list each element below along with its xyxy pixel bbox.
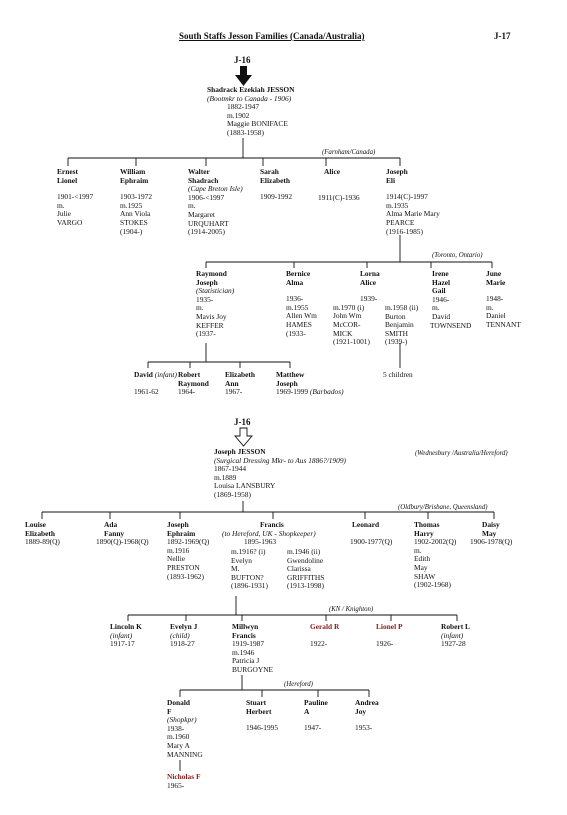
child-joseph: Joseph Eli 1914(C)-1997 m.1935 Alma Marie Mary PEARCE (1916-1985) <box>386 167 440 236</box>
location-note: (Farnham/Canada) <box>322 149 376 156</box>
grandchild-robert: Robert L (infant) 1927-28 <box>441 622 470 649</box>
child-walter: Walter Shadrach (Cape Breton Isle) 1906-<1997 m. Margaret URQUHART (1914-2005) <box>188 167 243 237</box>
great-grandchild-pauline: Pauline A 1947- <box>304 698 328 733</box>
great-grandchild-stuart: Stuart Herbert 1946-1995 <box>246 698 279 733</box>
child-joseph-ephraim: Joseph Ephraim 1892-1969(Q) m.1916 Nellie PRESTON (1893-1962) <box>167 520 210 581</box>
child-sarah: Sarah Elizabeth 1909-1992 <box>260 167 293 202</box>
child-daisy: Daisy May 1906-1978(Q) <box>470 520 513 547</box>
child-thomas: Thomas Harry 1902-2002(Q) m. Edith May SHAW (1902-1968) <box>414 520 457 590</box>
location-note-hereford: (Hereford) <box>284 681 313 688</box>
francis-second-marriage: m.1946 (ii) Gwendoline Clarissa GRIFFITHS (1913-1998) <box>287 547 325 591</box>
great-grandchild-andrea: Andrea Joy 1953- <box>355 698 379 733</box>
root-spouse: Maggie BONIFACE <box>227 119 288 129</box>
arrow-down-outline-icon <box>235 428 252 446</box>
section2-root: Joseph JESSON (Surgical Dressing Mkr- to Aus 1886?/1909) 1867-1944 m.1889 Louisa LANSBURY (1869-1958) <box>214 447 346 499</box>
child-leonard: Leonard 1900-1977(Q) <box>350 520 393 546</box>
root-note: (Bootmkr to Canada - 1906) <box>207 93 292 103</box>
grandchild-lincoln: Lincoln K (infant) 1917-17 <box>110 622 142 649</box>
grandchild-gerald: Gerald R 1922- <box>310 622 340 648</box>
location-note-knighton: (KN / Knighton) <box>329 606 374 613</box>
great-grandchild-matthew: Matthew Joseph 1969-1999 (Barbados) <box>276 370 344 397</box>
location-note-wednesbury: (Wednesbury /Australia/Hereford) <box>415 450 508 457</box>
section2-ref: J-16 <box>234 417 251 427</box>
grandchild-lorna: Lorna Alice 1939- m.1970 (i) John Wm McCOR- MICK (1921-1001) <box>333 269 380 347</box>
child-ernest: Ernest Lionel 1901-<1997 m. Julie VARGO <box>57 167 94 227</box>
location-note-toronto: (Toronto, Ontario) <box>432 252 483 259</box>
child-william: William Ephraim 1903-1972 m.1925 Ann Viola STOKES (1904-) <box>120 167 153 236</box>
child-ada: Ada Fanny 1890(Q)-1968(Q) <box>96 520 149 547</box>
root-name: Shadrack Ezekiah JESSON <box>207 85 295 94</box>
section1-ref: J-16 <box>234 55 251 65</box>
section1-root <box>207 86 294 138</box>
great-grandchild-donald: Donald F (Shopkpr) 1938- m.1960 Mary A MANNING <box>167 698 203 759</box>
child-louise: Louise Elizabeth 1889-89(Q) <box>25 520 60 547</box>
descendant-nicholas: Nicholas F 1965- <box>167 772 201 790</box>
five-children-label: 5 children <box>383 370 413 379</box>
grandchild-evelyn: Evelyn J (child) 1918-27 <box>170 622 198 649</box>
great-grandchild-elizabeth: Elizabeth Ann 1967- <box>225 370 255 397</box>
child-alice: Alice 1911(C)-1936 <box>318 167 360 202</box>
grandchild-bernice: Bernice Alma 1936- m.1955 Allen Wm HAMES (1933- <box>286 269 317 338</box>
grandchild-lorna-second-marriage: m.1958 (ii) Burton Benjamin SMITH (1939-) <box>385 303 419 347</box>
root-dates: 1882-1947 <box>227 102 260 112</box>
great-grandchild-robert: Robert Raymond 1964- <box>178 370 209 397</box>
grandchild-irene: Irene Hazel Gail 1946- m. David TOWNSEND <box>430 269 472 330</box>
grandchild-raymond: Raymond Joseph (Statistician) 1935- m. Mavis Joy KEFFER (1937- <box>196 269 235 339</box>
root-marriage: m.1902 <box>227 110 250 120</box>
location-note-oldbury: (Oldbury/Brisbane, Queensland) <box>398 504 488 511</box>
grandchild-millwyn: Millwyn Francis 1919-1987 m.1946 Patricia J BURGOYNE <box>232 622 274 674</box>
great-grandchild-david: David (infant) 1961-62 <box>134 370 177 396</box>
child-francis: Francis (to Hereford, UK - Shopkeeper) 1895-1963 <box>222 520 316 547</box>
arrow-down-icon <box>235 66 252 86</box>
page-reference: J-17 <box>494 31 511 41</box>
root-spouse-dates: (1883-1958) <box>227 127 264 137</box>
grandchild-june: June Marie 1948- m. Daniel TENNANT <box>486 269 521 329</box>
grandchild-lionel: Lionel P 1926- <box>376 622 403 648</box>
francis-first-marriage: m.1916? (i) Evelyn M. BUFTON? (1896-1931) <box>231 547 268 591</box>
page-title: South Staffs Jesson Families (Canada/Australia) <box>179 31 365 41</box>
